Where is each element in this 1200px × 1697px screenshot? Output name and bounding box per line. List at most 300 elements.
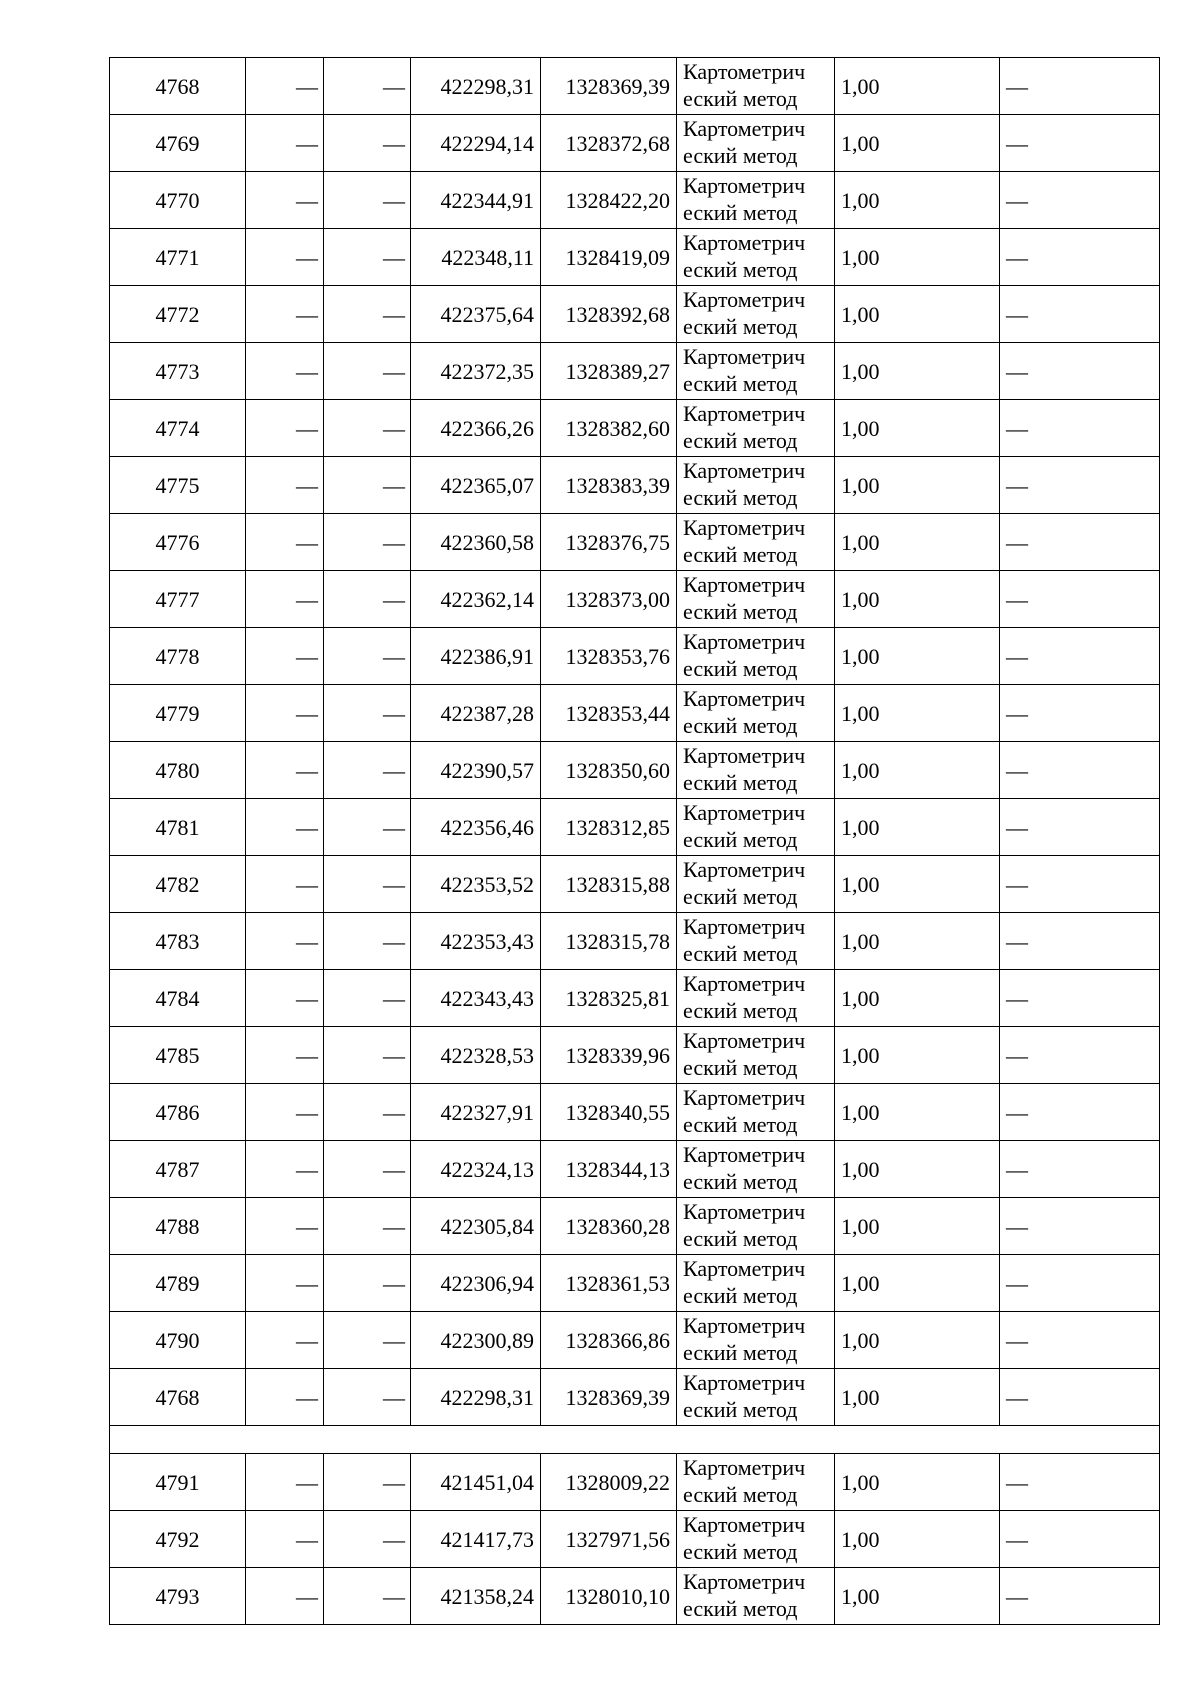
accuracy-cell: 1,00 (835, 628, 1000, 685)
description-cell: — (1000, 571, 1160, 628)
description-cell: — (1000, 1454, 1160, 1511)
x-coordinate-cell: 422353,43 (411, 913, 541, 970)
method-cell (677, 1198, 835, 1255)
method-line: еский метод (683, 1055, 798, 1080)
table-row (110, 286, 1160, 343)
table-row (110, 1312, 1160, 1369)
empty-value-cell: — (324, 1027, 411, 1084)
empty-value-cell: — (324, 1198, 411, 1255)
table-row (110, 457, 1160, 514)
method-line: Картометрич (683, 116, 806, 141)
accuracy-cell: 1,00 (835, 1312, 1000, 1369)
method-cell (677, 1369, 835, 1426)
method-line: Картометрич (683, 800, 806, 825)
x-coordinate-cell: 422387,28 (411, 685, 541, 742)
accuracy-cell: 1,00 (835, 1027, 1000, 1084)
accuracy-cell: 1,00 (835, 286, 1000, 343)
x-coordinate-cell: 422300,89 (411, 1312, 541, 1369)
accuracy-cell: 1,00 (835, 1084, 1000, 1141)
accuracy-cell: 1,00 (835, 742, 1000, 799)
empty-value-cell: — (324, 115, 411, 172)
method-line: Картометрич (683, 572, 806, 597)
method-line: Картометрич (683, 1028, 806, 1053)
point-number-cell: 4791 (110, 1454, 246, 1511)
method-line: Картометрич (683, 971, 806, 996)
empty-value-cell: — (246, 1568, 324, 1625)
description-cell: — (1000, 115, 1160, 172)
empty-value-cell: — (246, 1084, 324, 1141)
method-line: Картометрич (683, 629, 806, 654)
method-line: Картометрич (683, 401, 806, 426)
x-coordinate-cell: 422298,31 (411, 58, 541, 115)
method-cell (677, 229, 835, 286)
method-line: еский метод (683, 1340, 798, 1365)
table-row (110, 1198, 1160, 1255)
description-cell: — (1000, 1511, 1160, 1568)
point-number-cell: 4783 (110, 913, 246, 970)
method-cell (677, 856, 835, 913)
y-coordinate-cell: 1328376,75 (541, 514, 677, 571)
accuracy-cell: 1,00 (835, 1255, 1000, 1312)
accuracy-cell: 1,00 (835, 1369, 1000, 1426)
empty-value-cell: — (246, 1511, 324, 1568)
x-coordinate-cell: 422375,64 (411, 286, 541, 343)
x-coordinate-cell: 422356,46 (411, 799, 541, 856)
y-coordinate-cell: 1328382,60 (541, 400, 677, 457)
accuracy-cell: 1,00 (835, 58, 1000, 115)
description-cell: — (1000, 1141, 1160, 1198)
method-line: еский метод (683, 998, 798, 1023)
y-coordinate-cell: 1328315,78 (541, 913, 677, 970)
accuracy-cell: 1,00 (835, 685, 1000, 742)
x-coordinate-cell: 422298,31 (411, 1369, 541, 1426)
table-row (110, 1027, 1160, 1084)
table-row (110, 1084, 1160, 1141)
table-row (110, 115, 1160, 172)
point-number-cell: 4773 (110, 343, 246, 400)
description-cell: — (1000, 1084, 1160, 1141)
method-line: Картометрич (683, 1370, 806, 1395)
empty-value-cell: — (324, 400, 411, 457)
description-cell: — (1000, 343, 1160, 400)
table-row (110, 799, 1160, 856)
y-coordinate-cell: 1328325,81 (541, 970, 677, 1027)
y-coordinate-cell: 1328373,00 (541, 571, 677, 628)
method-line: еский метод (683, 770, 798, 795)
empty-value-cell: — (324, 970, 411, 1027)
y-coordinate-cell: 1328339,96 (541, 1027, 677, 1084)
description-cell: — (1000, 1198, 1160, 1255)
method-line: еский метод (683, 713, 798, 738)
empty-value-cell: — (324, 58, 411, 115)
method-cell (677, 58, 835, 115)
accuracy-cell: 1,00 (835, 1511, 1000, 1568)
method-line: еский метод (683, 1226, 798, 1251)
point-number-cell: 4787 (110, 1141, 246, 1198)
method-cell (677, 1511, 835, 1568)
method-line: еский метод (683, 1112, 798, 1137)
x-coordinate-cell: 422348,11 (411, 229, 541, 286)
method-line: Картометрич (683, 1085, 806, 1110)
accuracy-cell: 1,00 (835, 1141, 1000, 1198)
empty-value-cell: — (324, 1312, 411, 1369)
point-number-cell: 4789 (110, 1255, 246, 1312)
y-coordinate-cell: 1328010,10 (541, 1568, 677, 1625)
point-number-cell: 4771 (110, 229, 246, 286)
method-line: Картометрич (683, 344, 806, 369)
table-row (110, 742, 1160, 799)
empty-value-cell: — (246, 229, 324, 286)
x-coordinate-cell: 422328,53 (411, 1027, 541, 1084)
description-cell: — (1000, 400, 1160, 457)
x-coordinate-cell: 422294,14 (411, 115, 541, 172)
description-cell: — (1000, 742, 1160, 799)
empty-value-cell: — (246, 628, 324, 685)
point-number-cell: 4784 (110, 970, 246, 1027)
empty-value-cell: — (246, 913, 324, 970)
method-cell (677, 457, 835, 514)
empty-value-cell: — (246, 1027, 324, 1084)
accuracy-cell: 1,00 (835, 343, 1000, 400)
method-line: Картометрич (683, 1569, 806, 1594)
empty-value-cell: — (324, 1084, 411, 1141)
x-coordinate-cell: 422324,13 (411, 1141, 541, 1198)
point-number-cell: 4792 (110, 1511, 246, 1568)
point-number-cell: 4769 (110, 115, 246, 172)
empty-value-cell: — (246, 343, 324, 400)
accuracy-cell: 1,00 (835, 1568, 1000, 1625)
x-coordinate-cell: 422386,91 (411, 628, 541, 685)
method-line: Картометрич (683, 686, 806, 711)
empty-value-cell: — (324, 514, 411, 571)
method-line: еский метод (683, 257, 798, 282)
point-number-cell: 4790 (110, 1312, 246, 1369)
table-row (110, 1255, 1160, 1312)
x-coordinate-cell: 422344,91 (411, 172, 541, 229)
method-cell (677, 514, 835, 571)
accuracy-cell: 1,00 (835, 1454, 1000, 1511)
empty-value-cell: — (324, 913, 411, 970)
point-number-cell: 4788 (110, 1198, 246, 1255)
method-line: еский метод (683, 86, 798, 111)
x-coordinate-cell: 421358,24 (411, 1568, 541, 1625)
method-cell (677, 400, 835, 457)
empty-value-cell: — (246, 1255, 324, 1312)
method-cell (677, 1027, 835, 1084)
method-line: Картометрич (683, 857, 806, 882)
accuracy-cell: 1,00 (835, 970, 1000, 1027)
description-cell: — (1000, 856, 1160, 913)
table-row (110, 1141, 1160, 1198)
y-coordinate-cell: 1328366,86 (541, 1312, 677, 1369)
empty-value-cell: — (324, 1511, 411, 1568)
method-line: Картометрич (683, 287, 806, 312)
method-line: Картометрич (683, 1199, 806, 1224)
separator-row (110, 1426, 1160, 1454)
description-cell: — (1000, 1568, 1160, 1625)
method-line: Картометрич (683, 1142, 806, 1167)
table-row (110, 400, 1160, 457)
empty-value-cell: — (246, 58, 324, 115)
point-number-cell: 4772 (110, 286, 246, 343)
x-coordinate-cell: 422365,07 (411, 457, 541, 514)
empty-value-cell: — (324, 1568, 411, 1625)
x-coordinate-cell: 422366,26 (411, 400, 541, 457)
table-row (110, 856, 1160, 913)
empty-value-cell: — (246, 571, 324, 628)
y-coordinate-cell: 1328369,39 (541, 1369, 677, 1426)
y-coordinate-cell: 1328009,22 (541, 1454, 677, 1511)
method-cell (677, 1454, 835, 1511)
table-row (110, 1511, 1160, 1568)
empty-value-cell: — (324, 229, 411, 286)
method-line: еский метод (683, 656, 798, 681)
y-coordinate-cell: 1328344,13 (541, 1141, 677, 1198)
method-line: еский метод (683, 314, 798, 339)
point-number-cell: 4768 (110, 58, 246, 115)
y-coordinate-cell: 1328369,39 (541, 58, 677, 115)
method-line: еский метод (683, 1482, 798, 1507)
y-coordinate-cell: 1328389,27 (541, 343, 677, 400)
method-cell (677, 115, 835, 172)
y-coordinate-cell: 1328360,28 (541, 1198, 677, 1255)
accuracy-cell: 1,00 (835, 913, 1000, 970)
empty-value-cell: — (324, 742, 411, 799)
accuracy-cell: 1,00 (835, 856, 1000, 913)
x-coordinate-cell: 422360,58 (411, 514, 541, 571)
empty-value-cell: — (324, 571, 411, 628)
point-number-cell: 4770 (110, 172, 246, 229)
table-row (110, 1568, 1160, 1625)
method-line: еский метод (683, 143, 798, 168)
method-line: Картометрич (683, 230, 806, 255)
point-number-cell: 4768 (110, 1369, 246, 1426)
method-line: Картометрич (683, 59, 806, 84)
point-number-cell: 4786 (110, 1084, 246, 1141)
empty-value-cell: — (324, 799, 411, 856)
empty-value-cell: — (324, 286, 411, 343)
description-cell: — (1000, 229, 1160, 286)
empty-value-cell: — (246, 685, 324, 742)
y-coordinate-cell: 1328353,44 (541, 685, 677, 742)
accuracy-cell: 1,00 (835, 1198, 1000, 1255)
accuracy-cell: 1,00 (835, 799, 1000, 856)
method-cell (677, 970, 835, 1027)
table-row (110, 685, 1160, 742)
table-row (110, 229, 1160, 286)
description-cell: — (1000, 799, 1160, 856)
empty-value-cell: — (246, 514, 324, 571)
description-cell: — (1000, 58, 1160, 115)
table-row (110, 1454, 1160, 1511)
empty-value-cell: — (324, 1369, 411, 1426)
method-line: Картометрич (683, 1313, 806, 1338)
point-number-cell: 4775 (110, 457, 246, 514)
method-cell (677, 343, 835, 400)
method-line: Картометрич (683, 1256, 806, 1281)
method-cell (677, 1084, 835, 1141)
table-row (110, 1369, 1160, 1426)
x-coordinate-cell: 422343,43 (411, 970, 541, 1027)
method-cell (677, 1312, 835, 1369)
description-cell: — (1000, 628, 1160, 685)
point-number-cell: 4779 (110, 685, 246, 742)
method-line: Картометрич (683, 173, 806, 198)
x-coordinate-cell: 421451,04 (411, 1454, 541, 1511)
method-cell (677, 1255, 835, 1312)
description-cell: — (1000, 1369, 1160, 1426)
method-line: Картометрич (683, 458, 806, 483)
empty-value-cell: — (324, 1255, 411, 1312)
accuracy-cell: 1,00 (835, 514, 1000, 571)
empty-value-cell: — (324, 172, 411, 229)
point-number-cell: 4780 (110, 742, 246, 799)
method-line: еский метод (683, 1169, 798, 1194)
description-cell: — (1000, 457, 1160, 514)
empty-value-cell: — (324, 343, 411, 400)
x-coordinate-cell: 421417,73 (411, 1511, 541, 1568)
empty-value-cell: — (246, 742, 324, 799)
method-line: Картометрич (683, 743, 806, 768)
empty-value-cell: — (246, 457, 324, 514)
method-cell (677, 1141, 835, 1198)
method-cell (677, 685, 835, 742)
method-line: Картометрич (683, 914, 806, 939)
table-row (110, 628, 1160, 685)
point-number-cell: 4785 (110, 1027, 246, 1084)
accuracy-cell: 1,00 (835, 229, 1000, 286)
accuracy-cell: 1,00 (835, 172, 1000, 229)
point-number-cell: 4777 (110, 571, 246, 628)
point-number-cell: 4782 (110, 856, 246, 913)
method-cell (677, 628, 835, 685)
method-cell (677, 742, 835, 799)
empty-value-cell: — (246, 799, 324, 856)
description-cell: — (1000, 1312, 1160, 1369)
method-line: еский метод (683, 485, 798, 510)
method-cell (677, 799, 835, 856)
y-coordinate-cell: 1328422,20 (541, 172, 677, 229)
y-coordinate-cell: 1328361,53 (541, 1255, 677, 1312)
empty-value-cell: — (246, 172, 324, 229)
description-cell: — (1000, 685, 1160, 742)
point-number-cell: 4793 (110, 1568, 246, 1625)
x-coordinate-cell: 422353,52 (411, 856, 541, 913)
empty-value-cell: — (246, 970, 324, 1027)
empty-value-cell: — (324, 856, 411, 913)
y-coordinate-cell: 1328353,76 (541, 628, 677, 685)
method-line: еский метод (683, 1596, 798, 1621)
empty-value-cell: — (324, 1141, 411, 1198)
description-cell: — (1000, 970, 1160, 1027)
method-cell (677, 172, 835, 229)
empty-value-cell: — (246, 856, 324, 913)
accuracy-cell: 1,00 (835, 400, 1000, 457)
method-line: еский метод (683, 1283, 798, 1308)
y-coordinate-cell: 1328315,88 (541, 856, 677, 913)
method-cell (677, 913, 835, 970)
y-coordinate-cell: 1327971,56 (541, 1511, 677, 1568)
method-line: еский метод (683, 371, 798, 396)
y-coordinate-cell: 1328419,09 (541, 229, 677, 286)
y-coordinate-cell: 1328372,68 (541, 115, 677, 172)
table-row (110, 571, 1160, 628)
method-cell (677, 1568, 835, 1625)
y-coordinate-cell: 1328392,68 (541, 286, 677, 343)
table-row (110, 58, 1160, 115)
method-line: еский метод (683, 1539, 798, 1564)
table-row (110, 913, 1160, 970)
method-line: еский метод (683, 542, 798, 567)
method-line: Картометрич (683, 515, 806, 540)
y-coordinate-cell: 1328350,60 (541, 742, 677, 799)
x-coordinate-cell: 422362,14 (411, 571, 541, 628)
accuracy-cell: 1,00 (835, 115, 1000, 172)
x-coordinate-cell: 422327,91 (411, 1084, 541, 1141)
table-row (110, 970, 1160, 1027)
x-coordinate-cell: 422390,57 (411, 742, 541, 799)
coordinates-table (109, 57, 1160, 1625)
empty-value-cell: — (246, 115, 324, 172)
separator-cell (110, 1426, 1160, 1454)
method-line: еский метод (683, 941, 798, 966)
description-cell: — (1000, 913, 1160, 970)
description-cell: — (1000, 1027, 1160, 1084)
description-cell: — (1000, 514, 1160, 571)
point-number-cell: 4778 (110, 628, 246, 685)
x-coordinate-cell: 422305,84 (411, 1198, 541, 1255)
table-row (110, 343, 1160, 400)
empty-value-cell: — (324, 1454, 411, 1511)
method-line: еский метод (683, 428, 798, 453)
point-number-cell: 4776 (110, 514, 246, 571)
method-line: Картометрич (683, 1455, 806, 1480)
method-line: еский метод (683, 827, 798, 852)
empty-value-cell: — (246, 1141, 324, 1198)
method-line: еский метод (683, 1397, 798, 1422)
x-coordinate-cell: 422306,94 (411, 1255, 541, 1312)
y-coordinate-cell: 1328340,55 (541, 1084, 677, 1141)
empty-value-cell: — (246, 400, 324, 457)
empty-value-cell: — (324, 457, 411, 514)
method-line: Картометрич (683, 1512, 806, 1537)
empty-value-cell: — (246, 1198, 324, 1255)
empty-value-cell: — (324, 628, 411, 685)
y-coordinate-cell: 1328312,85 (541, 799, 677, 856)
empty-value-cell: — (246, 286, 324, 343)
empty-value-cell: — (246, 1454, 324, 1511)
method-cell (677, 571, 835, 628)
table-row (110, 514, 1160, 571)
description-cell: — (1000, 172, 1160, 229)
method-line: еский метод (683, 599, 798, 624)
empty-value-cell: — (246, 1369, 324, 1426)
description-cell: — (1000, 286, 1160, 343)
accuracy-cell: 1,00 (835, 457, 1000, 514)
method-cell (677, 286, 835, 343)
point-number-cell: 4774 (110, 400, 246, 457)
point-number-cell: 4781 (110, 799, 246, 856)
table-row (110, 172, 1160, 229)
method-line: еский метод (683, 200, 798, 225)
empty-value-cell: — (324, 685, 411, 742)
x-coordinate-cell: 422372,35 (411, 343, 541, 400)
description-cell: — (1000, 1255, 1160, 1312)
accuracy-cell: 1,00 (835, 571, 1000, 628)
empty-value-cell: — (246, 1312, 324, 1369)
method-line: еский метод (683, 884, 798, 909)
y-coordinate-cell: 1328383,39 (541, 457, 677, 514)
